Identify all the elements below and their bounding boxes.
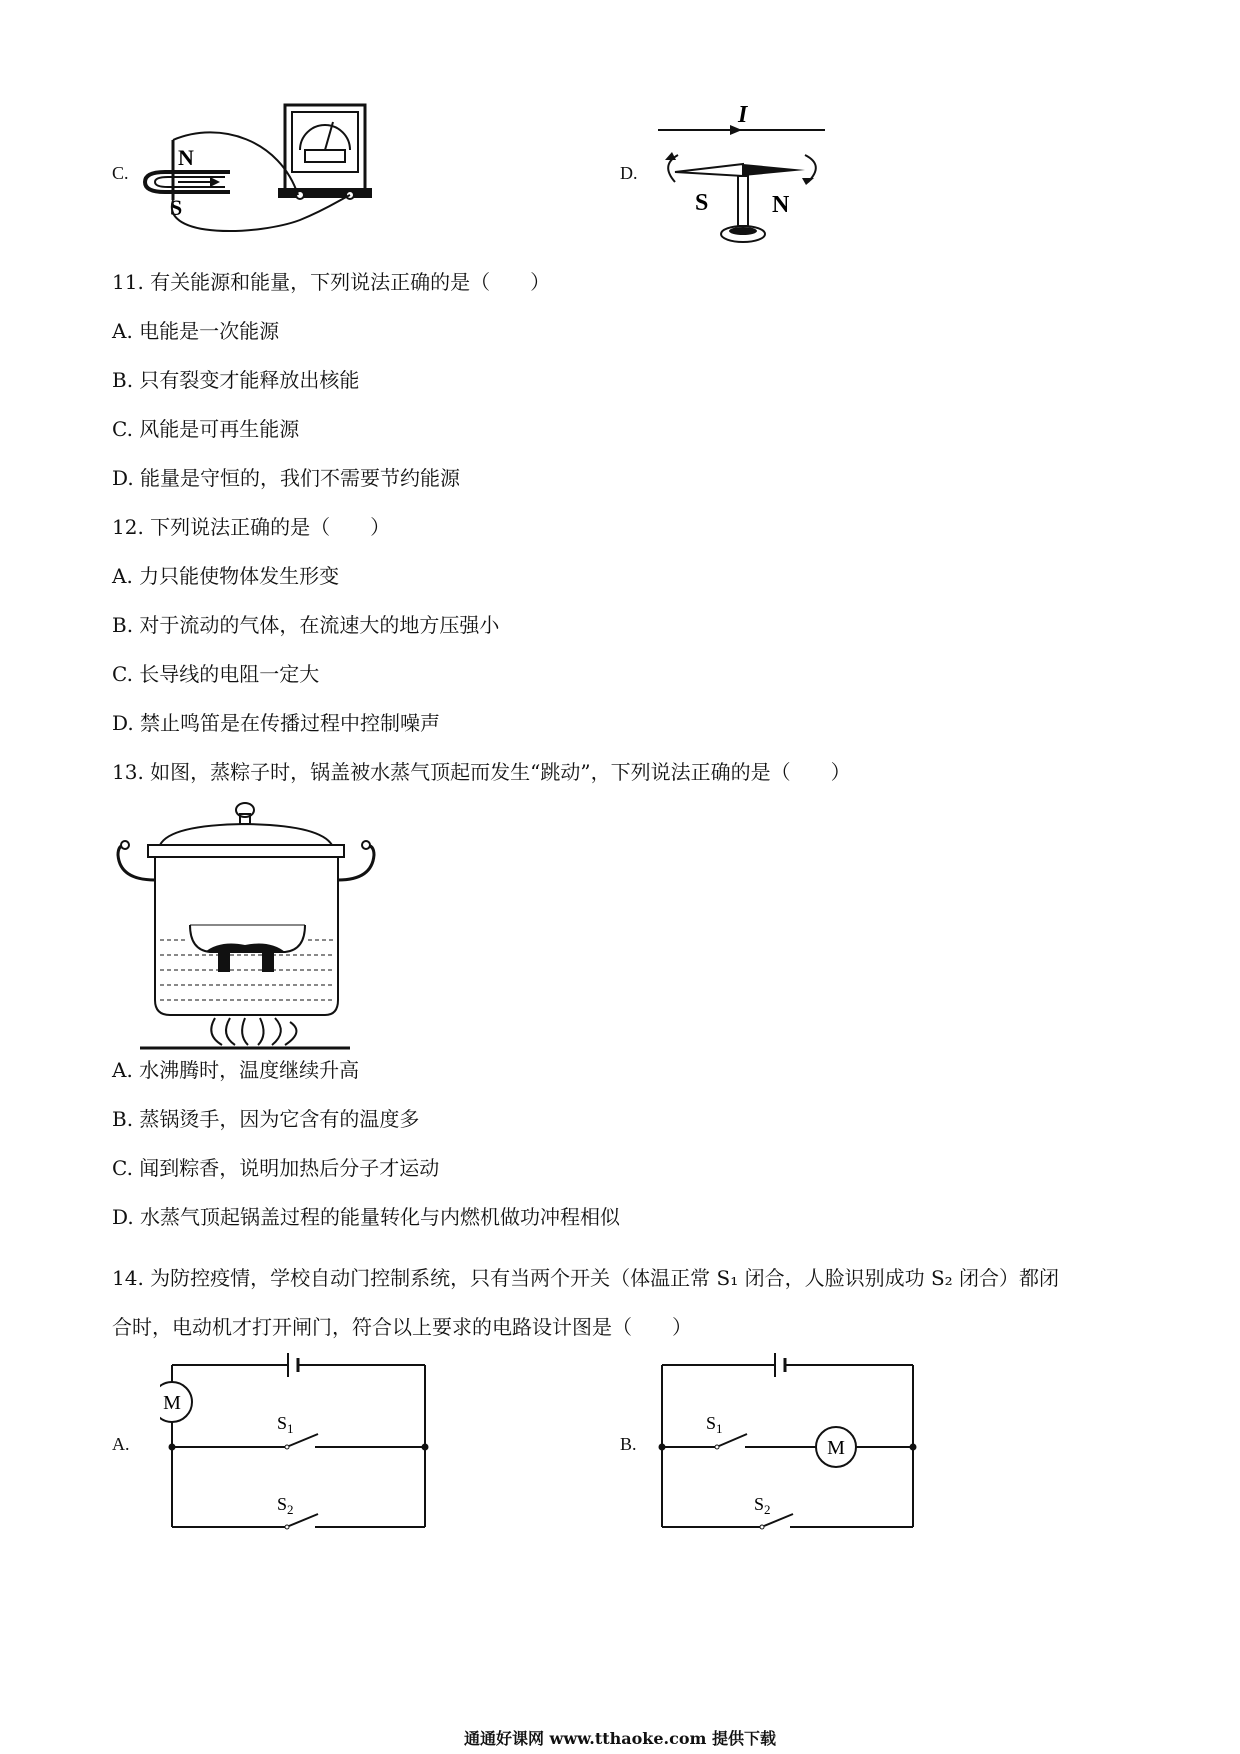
question-11-option-d: D. 能量是守恒的，我们不需要节约能源 xyxy=(112,466,461,490)
current-label: I xyxy=(738,102,748,128)
motor-label-b: M xyxy=(827,1437,845,1459)
switch-s1-label-b: $S_1$ xyxy=(706,1413,723,1436)
circuit-b-label: B. xyxy=(620,1434,637,1454)
figure-c-galvanometer xyxy=(140,100,380,250)
question-11-stem: 11. 有关能源和能量，下列说法正确的是（ ） xyxy=(112,270,551,294)
option-d-label: D. xyxy=(620,163,638,183)
question-12-option-b: B. 对于流动的气体，在流速大的地方压强小 xyxy=(112,613,500,637)
question-11-option-b: B. 只有裂变才能释放出核能 xyxy=(112,368,360,392)
pole-s-label: S xyxy=(170,195,183,220)
option-c-label: C. xyxy=(112,163,129,183)
motor-label: M xyxy=(163,1392,181,1414)
switch-s1-label: $S_1$ xyxy=(277,1413,294,1436)
question-14-stem-line2: 合时，电动机才打开闸门，符合以上要求的电路设计图是（ ） xyxy=(112,1315,692,1339)
question-12-option-d: D. 禁止鸣笛是在传播过程中控制噪声 xyxy=(112,711,441,735)
question-14-stem-line1: 14. 为防控疫情，学校自动门控制系统，只有当两个开关（体温正常 S₁ 闭合，人脸识别成功 S₂ 闭合）都闭 xyxy=(112,1266,1060,1290)
needle-n-label: N xyxy=(772,192,790,218)
question-13-option-a: A. 水沸腾时，温度继续升高 xyxy=(112,1058,360,1082)
question-13-option-d: D. 水蒸气顶起锅盖过程的能量转化与内燃机做功冲程相似 xyxy=(112,1205,621,1229)
question-12-option-a: A. 力只能使物体发生形变 xyxy=(112,564,340,588)
page-footer: 通通好课网 www.tthaoke.com 提供下载 xyxy=(463,1729,777,1748)
question-12-option-c: C. 长导线的电阻一定大 xyxy=(112,662,320,686)
pole-n-label: N xyxy=(178,145,194,170)
figure-d-compass xyxy=(650,100,840,250)
circuit-a-label: A. xyxy=(112,1434,130,1454)
switch-s2-label: $S_2$ xyxy=(277,1494,294,1517)
circuit-a-diagram xyxy=(160,1350,440,1535)
question-11-option-c: C. 风能是可再生能源 xyxy=(112,417,300,441)
circuit-b-diagram xyxy=(650,1350,930,1535)
question-13-stem: 13. 如图，蒸粽子时，锅盖被水蒸气顶起而发生“跳动”，下列说法正确的是（ ） xyxy=(112,760,851,784)
steamer-pot-figure xyxy=(110,800,390,1050)
question-13-option-c: C. 闻到粽香，说明加热后分子才运动 xyxy=(112,1156,440,1180)
needle-s-label: S xyxy=(695,190,709,216)
question-13-option-b: B. 蒸锅烫手，因为它含有的温度多 xyxy=(112,1107,420,1131)
question-12-stem: 12. 下列说法正确的是（ ） xyxy=(112,515,391,539)
question-11-option-a: A. 电能是一次能源 xyxy=(112,319,280,343)
switch-s2-label-b: $S_2$ xyxy=(754,1494,771,1517)
